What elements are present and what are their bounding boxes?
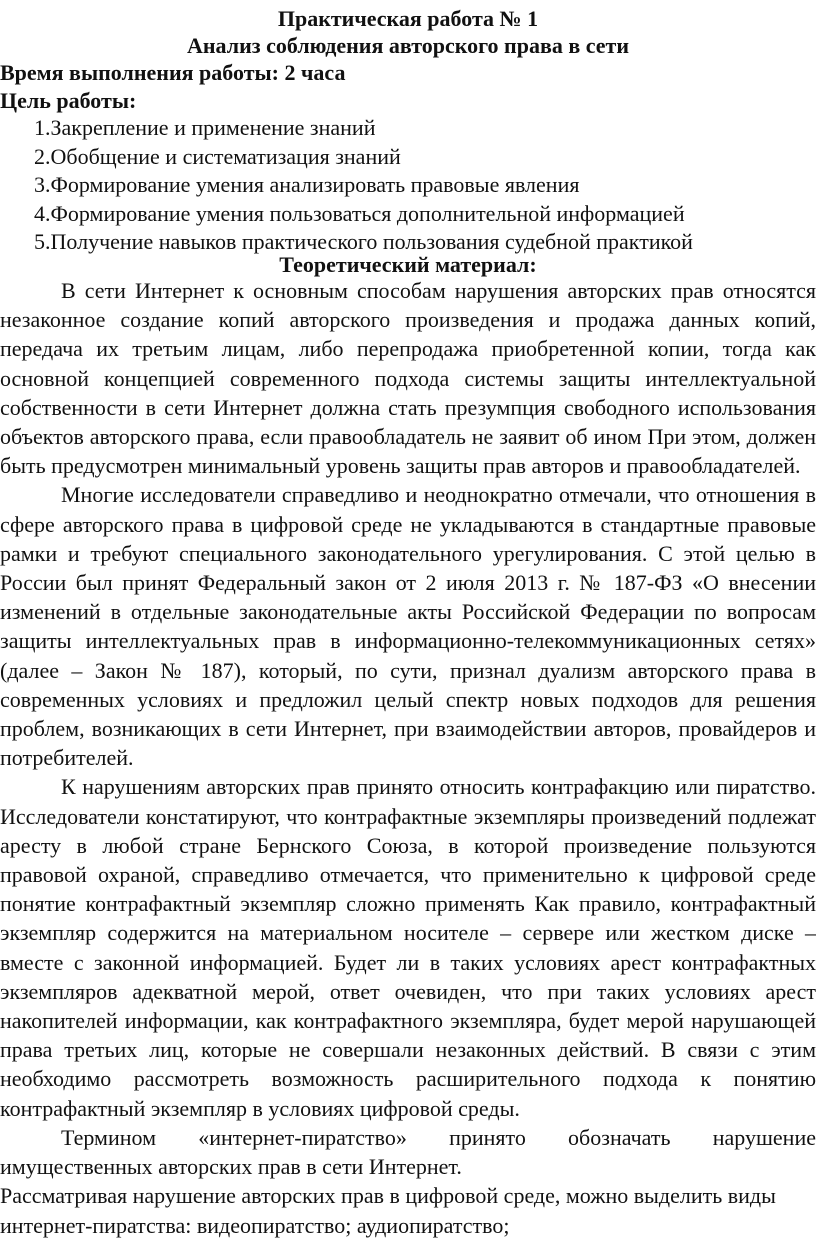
goal-item: 4.Формирование умения пользоваться дополнительной информацией (34, 200, 685, 226)
paragraph: Термином «интернет-пиратство» принято обозначать нарушение имущественных авторских прав в сети Интернет. (0, 1124, 816, 1180)
theory-body (0, 276, 816, 1240)
page-title: Практическая работа № 1 (277, 6, 539, 31)
section-heading-theory: Теоретический материал: (279, 252, 537, 277)
paragraph: Многие исследователи справедливо и неоднократно отмечали, что отношения в сфере авторского права в цифровой среде не укладываются в стандартные правовые рамки и требуют специального законодательного урегулирования. С этой целью в России был принят Федеральный закон от 2 июля 2013 г. № 187-ФЗ «О внесении изменений в отдельные законодательные акты Российской Федерации по вопросам защиты интеллектуальных прав в информационно-телекоммуникационных сетях» (далее – Закон № 187), который, по сути, признал дуализм авторского права в современных условиях и предложил целый спектр новых подходов для решения проблем, возникающих в сети Интернет, при взаимодействии авторов, провайдеров и потребителей. (0, 482, 816, 771)
goal-label: Цель работы: (0, 88, 137, 113)
paragraph-final: Рассматривая нарушение авторских прав в цифровой среде, можно выделить виды интернет-пиратства: видеопиратство; аудиопиратство; (0, 1183, 776, 1238)
paragraph: К нарушениям авторских прав принято относить контрафакцию или пиратство. Исследователи констатируют, что контрафактные экземпляры произведений подлежат аресту в любой стране Бернского Союза, в которой произведение пользуются правовой охраной, справедливо отмечается, что применительно к цифровой среде понятие контрафактный экземпляр сложно применять Как правило, контрафактный экземпляр содержится на материальном носителе – сервере или жестком диске – вместе с законной информацией. Будет ли в таких условиях арест контрафактных экземпляров адекватной мерой, ответ очевиден, что при таких условиях арест накопителей информации, как контрафактного экземпляра, будет мерой нарушающей права третьих лиц, которые не совершали незаконных действий. В связи с этим необходимо рассмотреть возможность расширительного подхода к понятию контрафактный экземпляр в условиях цифровой среды. (0, 774, 816, 1121)
goal-item: 2.Обобщение и систематизация знаний (34, 143, 401, 169)
goals-list (34, 114, 693, 257)
goal-item: 3.Формирование умения анализировать правовые явления (34, 172, 580, 197)
page-subtitle: Анализ соблюдения авторского права в сети (186, 33, 629, 58)
goal-item: 5.Получение навыков практического пользования судебной практикой (34, 229, 693, 254)
paragraph: В сети Интернет к основным способам нарушения авторских прав относятся незаконное создание копий авторского произведения и продажа данных копий, передача их третьим лицам, либо перепродажа приобретенной копии, тогда как основной концепцией современного подхода системы защиты интеллектуальной собственности в сети Интернет должна стать презумпция свободного использования объектов авторского права, если правообладатель не заявит об ином При этом, должен быть предусмотрен минимальный уровень защиты прав авторов и правообладателей. (0, 278, 816, 479)
goal-item: 1.Закрепление и применение знаний (34, 115, 376, 140)
time-label: Время выполнения работы: 2 часа (0, 60, 346, 85)
